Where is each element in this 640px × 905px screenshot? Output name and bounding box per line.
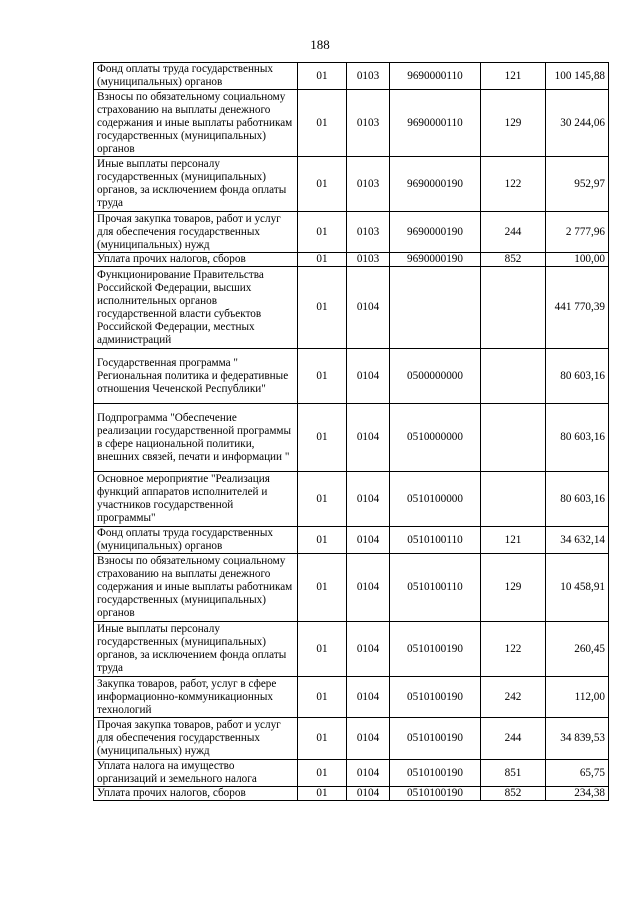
table-row xyxy=(94,718,609,760)
cell-name: Фонд оплаты труда государственных (муниципальных) органов xyxy=(94,63,298,90)
cell-name: Взносы по обязательному социальному страхованию на выплаты денежного содержания и иные выплаты работникам государственных (муниципальных) органов xyxy=(94,90,298,157)
cell-target-article: 0510100190 xyxy=(390,718,481,760)
cell-name: Иные выплаты персоналу государственных (муниципальных) органов, за исключением фонда оплаты труда xyxy=(94,157,298,212)
cell-expense-type: 852 xyxy=(481,787,546,801)
cell-subsection: 0103 xyxy=(347,90,390,157)
cell-amount: 80 603,16 xyxy=(546,472,609,527)
cell-section: 01 xyxy=(298,554,347,622)
table-row xyxy=(94,212,609,253)
cell-section: 01 xyxy=(298,527,347,554)
table-row xyxy=(94,267,609,349)
cell-target-article: 0510100190 xyxy=(390,760,481,787)
cell-target-article: 9690000110 xyxy=(390,63,481,90)
cell-expense-type xyxy=(481,404,546,472)
cell-amount: 234,38 xyxy=(546,787,609,801)
cell-target-article: 0510100110 xyxy=(390,527,481,554)
cell-name: Прочая закупка товаров, работ и услуг для обеспечения государственных (муниципальных) нужд xyxy=(94,718,298,760)
table-row xyxy=(94,527,609,554)
cell-name: Государственная программа " Региональная политика и федеративные отношения Чеченской Республики" xyxy=(94,349,298,404)
cell-section: 01 xyxy=(298,212,347,253)
cell-subsection: 0103 xyxy=(347,253,390,267)
cell-section: 01 xyxy=(298,472,347,527)
cell-amount: 10 458,91 xyxy=(546,554,609,622)
cell-amount: 2 777,96 xyxy=(546,212,609,253)
cell-subsection: 0104 xyxy=(347,267,390,349)
cell-section: 01 xyxy=(298,718,347,760)
cell-target-article: 0510000000 xyxy=(390,404,481,472)
cell-section: 01 xyxy=(298,622,347,677)
table-row xyxy=(94,90,609,157)
cell-section: 01 xyxy=(298,404,347,472)
cell-target-article: 9690000110 xyxy=(390,90,481,157)
cell-target-article: 9690000190 xyxy=(390,253,481,267)
cell-target-article: 0510100000 xyxy=(390,472,481,527)
page-number: 188 xyxy=(310,37,330,52)
cell-amount: 34 839,53 xyxy=(546,718,609,760)
cell-expense-type: 244 xyxy=(481,718,546,760)
cell-target-article: 0510100110 xyxy=(390,554,481,622)
table-row xyxy=(94,253,609,267)
cell-name: Иные выплаты персоналу государственных (муниципальных) органов, за исключением фонда оплаты труда xyxy=(94,622,298,677)
table-row xyxy=(94,760,609,787)
cell-name: Уплата налога на имущество организаций и земельного налога xyxy=(94,760,298,787)
cell-expense-type: 244 xyxy=(481,212,546,253)
cell-subsection: 0104 xyxy=(347,472,390,527)
cell-target-article: 0500000000 xyxy=(390,349,481,404)
cell-name: Фонд оплаты труда государственных (муниципальных) органов xyxy=(94,527,298,554)
table-row xyxy=(94,787,609,801)
cell-section: 01 xyxy=(298,760,347,787)
cell-name: Подпрограмма "Обеспечение реализации государственной программы в сфере национальной политики, внешних связей, печати и информации " xyxy=(94,404,298,472)
table-row xyxy=(94,349,609,404)
cell-expense-type: 851 xyxy=(481,760,546,787)
cell-section: 01 xyxy=(298,63,347,90)
table-row xyxy=(94,63,609,90)
cell-subsection: 0103 xyxy=(347,157,390,212)
cell-expense-type: 122 xyxy=(481,157,546,212)
cell-subsection: 0104 xyxy=(347,787,390,801)
cell-name: Уплата прочих налогов, сборов xyxy=(94,253,298,267)
cell-name: Основное мероприятие "Реализация функций аппаратов исполнителей и участников государственной программы" xyxy=(94,472,298,527)
table-row xyxy=(94,404,609,472)
cell-subsection: 0104 xyxy=(347,718,390,760)
table-row xyxy=(94,472,609,527)
cell-expense-type xyxy=(481,349,546,404)
cell-section: 01 xyxy=(298,267,347,349)
cell-target-article: 9690000190 xyxy=(390,212,481,253)
cell-amount: 100,00 xyxy=(546,253,609,267)
cell-amount: 260,45 xyxy=(546,622,609,677)
cell-section: 01 xyxy=(298,90,347,157)
cell-target-article: 0510100190 xyxy=(390,787,481,801)
cell-section: 01 xyxy=(298,787,347,801)
cell-name: Взносы по обязательному социальному страхованию на выплаты денежного содержания и иные выплаты работникам государственных (муниципальных) органов xyxy=(94,554,298,622)
cell-name: Закупка товаров, работ, услуг в сфере информационно-коммуникационных технологий xyxy=(94,677,298,718)
cell-section: 01 xyxy=(298,677,347,718)
cell-amount: 80 603,16 xyxy=(546,404,609,472)
cell-subsection: 0104 xyxy=(347,404,390,472)
cell-subsection: 0104 xyxy=(347,622,390,677)
cell-target-article xyxy=(390,267,481,349)
table-row xyxy=(94,622,609,677)
cell-amount: 65,75 xyxy=(546,760,609,787)
cell-amount: 80 603,16 xyxy=(546,349,609,404)
cell-target-article: 0510100190 xyxy=(390,622,481,677)
budget-table xyxy=(93,62,609,801)
cell-section: 01 xyxy=(298,157,347,212)
cell-section: 01 xyxy=(298,349,347,404)
cell-subsection: 0104 xyxy=(347,760,390,787)
cell-expense-type: 129 xyxy=(481,90,546,157)
cell-subsection: 0104 xyxy=(347,554,390,622)
cell-expense-type: 852 xyxy=(481,253,546,267)
cell-target-article: 9690000190 xyxy=(390,157,481,212)
cell-subsection: 0103 xyxy=(347,63,390,90)
cell-expense-type: 121 xyxy=(481,527,546,554)
cell-amount: 112,00 xyxy=(546,677,609,718)
cell-section: 01 xyxy=(298,253,347,267)
cell-expense-type: 129 xyxy=(481,554,546,622)
cell-amount: 100 145,88 xyxy=(546,63,609,90)
cell-subsection: 0104 xyxy=(347,527,390,554)
cell-amount: 441 770,39 xyxy=(546,267,609,349)
table-row xyxy=(94,677,609,718)
cell-target-article: 0510100190 xyxy=(390,677,481,718)
cell-expense-type xyxy=(481,472,546,527)
cell-expense-type: 122 xyxy=(481,622,546,677)
cell-amount: 30 244,06 xyxy=(546,90,609,157)
cell-name: Прочая закупка товаров, работ и услуг для обеспечения государственных (муниципальных) нужд xyxy=(94,212,298,253)
cell-amount: 34 632,14 xyxy=(546,527,609,554)
cell-subsection: 0104 xyxy=(347,677,390,718)
budget-table-body xyxy=(94,63,609,801)
cell-subsection: 0103 xyxy=(347,212,390,253)
cell-expense-type xyxy=(481,267,546,349)
cell-name: Уплата прочих налогов, сборов xyxy=(94,787,298,801)
table-row xyxy=(94,554,609,622)
table-row xyxy=(94,157,609,212)
cell-name: Функционирование Правительства Российской Федерации, высших исполнительных органов государственной власти субъектов Российской Федерации, местных администраций xyxy=(94,267,298,349)
cell-expense-type: 121 xyxy=(481,63,546,90)
cell-subsection: 0104 xyxy=(347,349,390,404)
cell-expense-type: 242 xyxy=(481,677,546,718)
cell-amount: 952,97 xyxy=(546,157,609,212)
